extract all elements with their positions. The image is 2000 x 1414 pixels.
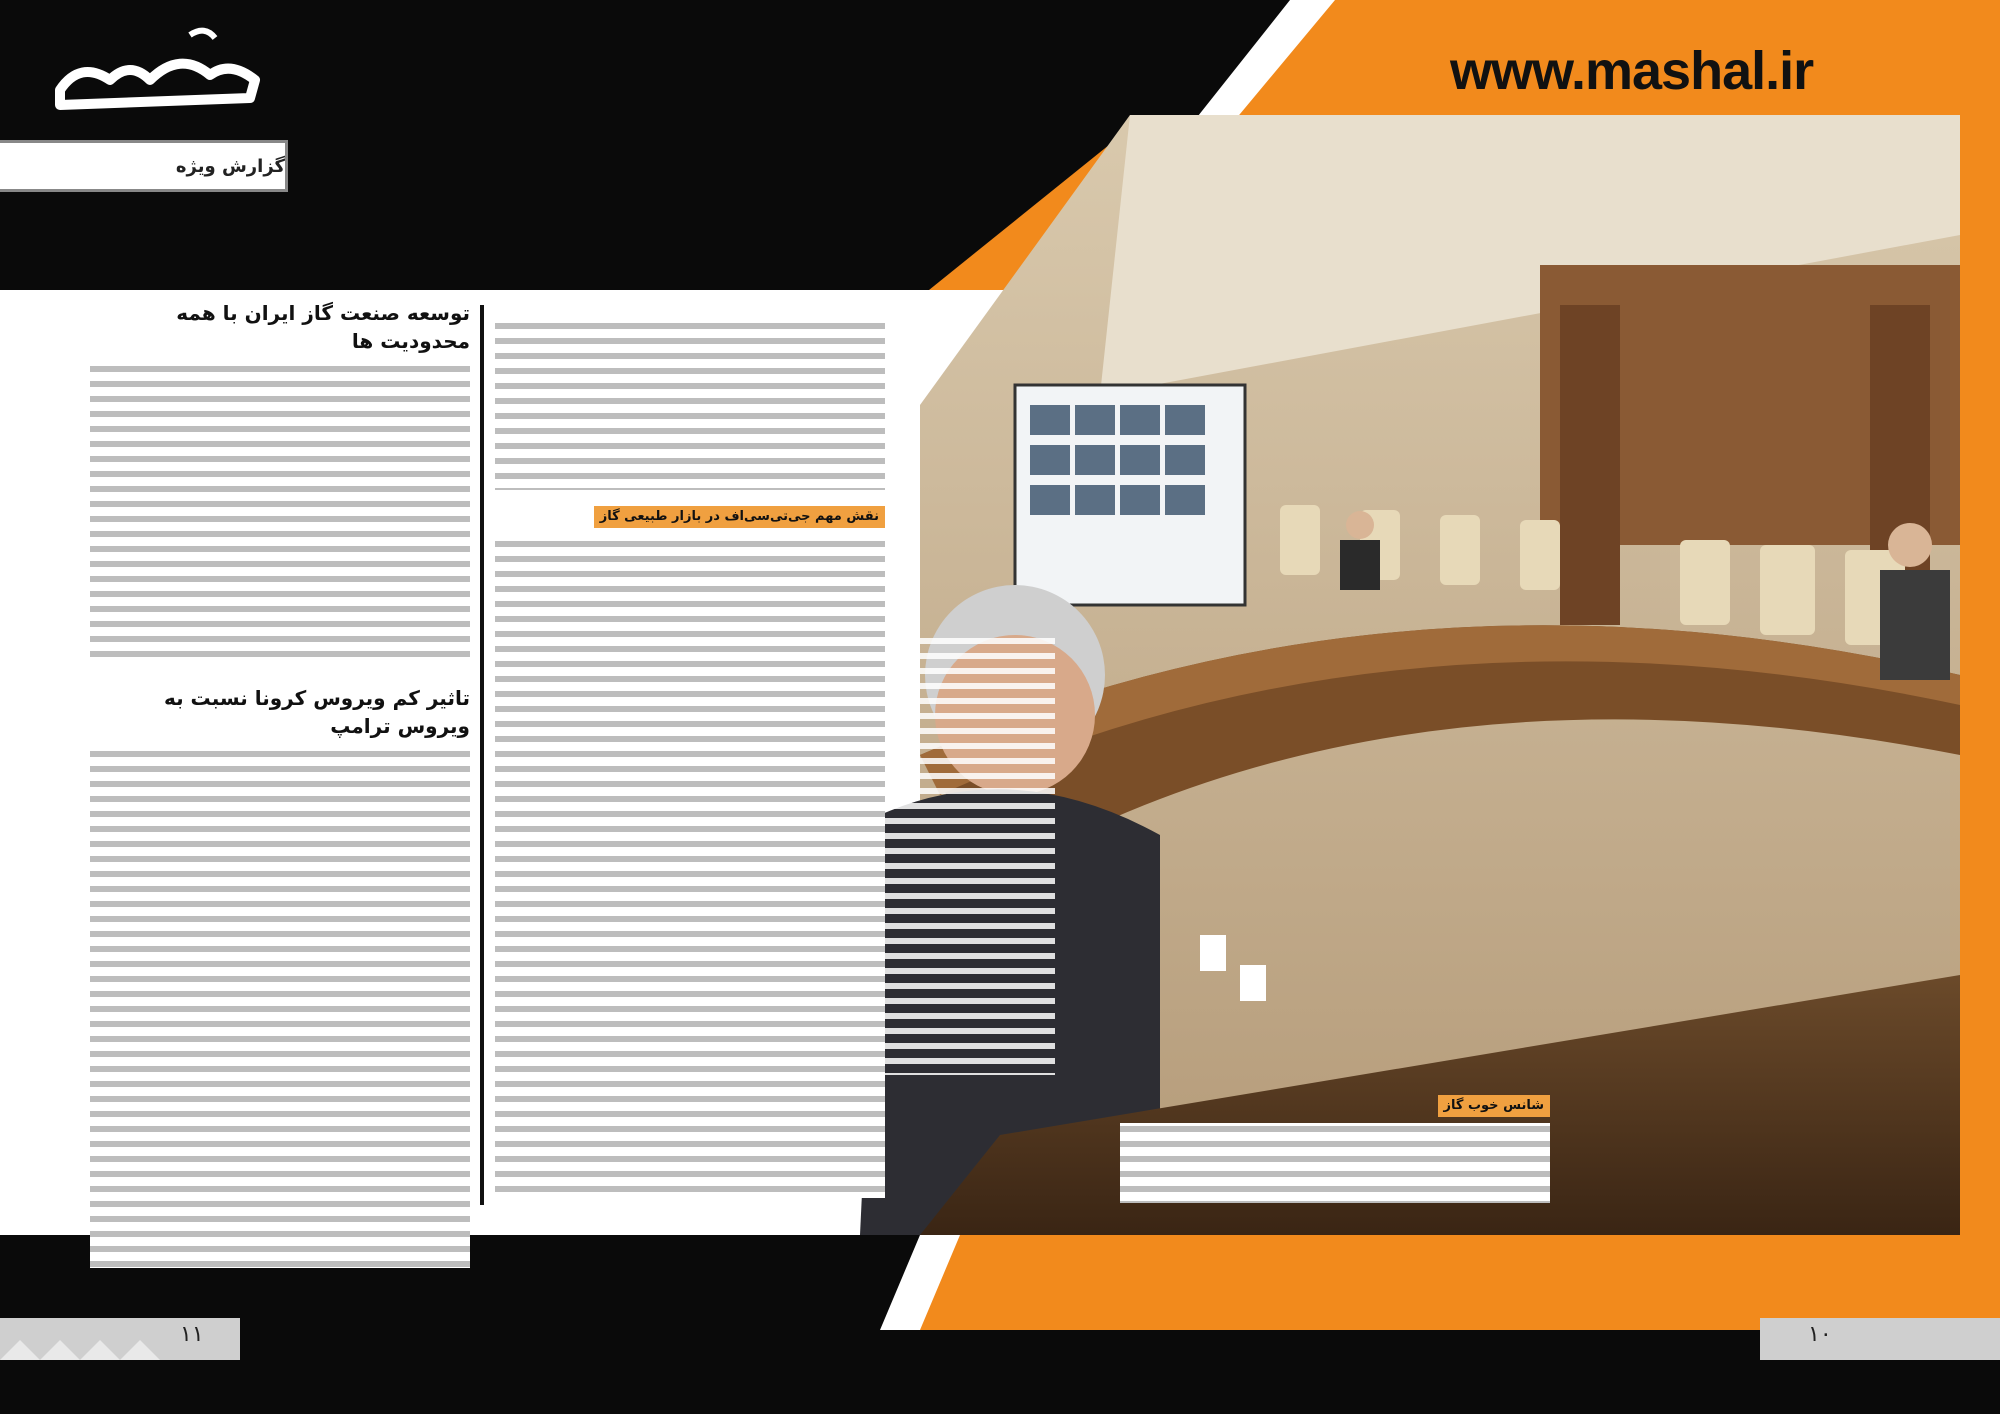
middle-column (495, 320, 885, 1205)
right-column (1120, 1095, 1550, 1215)
left-paragraph-1 (90, 363, 470, 663)
middle-paragraph-2 (495, 538, 885, 1198)
left-heading-1: توسعه صنعت گاز ایران با همه محدودیت ها (176, 301, 470, 353)
left-column (90, 300, 470, 1210)
middle-subheading: نقش مهم جی‌تی‌سی‌اف در بازار طبیعی گاز (594, 506, 885, 528)
left-heading-2: تاثیر کم ویروس کرونا نسبت به ویروس ترامپ (163, 686, 470, 738)
section-label: گزارش ویژه (0, 140, 288, 192)
photo-overlay-text (855, 635, 1055, 1085)
page-number-left: ۱۱ (180, 1322, 204, 1347)
left-paragraph-2 (90, 748, 470, 1268)
site-url[interactable]: www.mashal.ir (1450, 41, 1814, 101)
right-paragraph (1120, 1123, 1550, 1203)
mashal-logo (40, 20, 270, 120)
column-divider (480, 305, 484, 1205)
middle-paragraph-1 (495, 320, 885, 490)
right-subheading: شانس خوب گاز (1438, 1095, 1550, 1117)
page-number-right: ۱۰ (1808, 1322, 1832, 1347)
